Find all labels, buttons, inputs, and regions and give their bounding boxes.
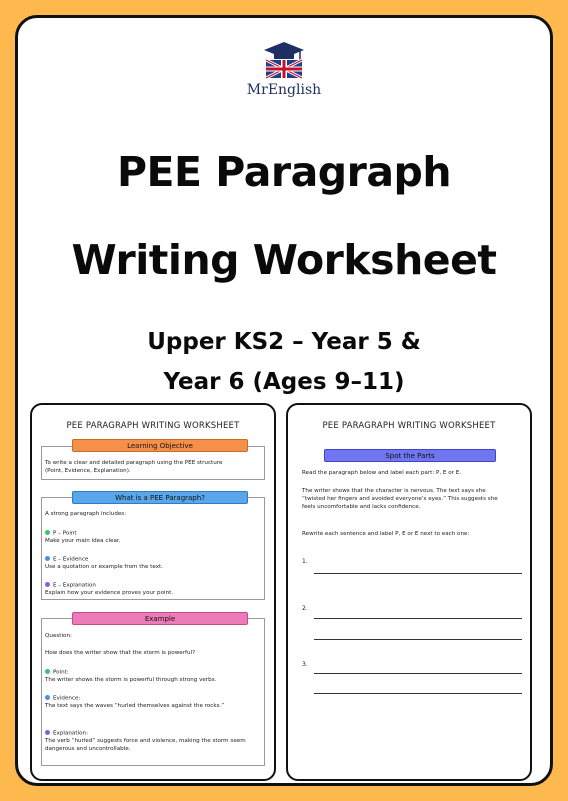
point-label-text: Point:: [53, 669, 69, 676]
logo: [18, 40, 550, 98]
explanation-text: Explain how your evidence proves your point.: [45, 590, 174, 596]
spot-the-parts-tag: Spot the Parts: [324, 449, 496, 462]
explanation-example-1: The verb “hurled” suggests force and violence, making the storm seem: [45, 738, 246, 744]
green-dot-icon: [45, 530, 50, 535]
answer-number-3: 3.: [302, 661, 308, 668]
answer-line: [314, 618, 522, 619]
blue-dot-icon: [45, 556, 50, 561]
question-label: Question:: [45, 633, 72, 639]
explanation-example-2: dangerous and uncontrollable.: [45, 746, 131, 752]
paragraph-line-2: “twisted her fingers and avoided everyone’s eyes.” This suggests she: [302, 496, 498, 502]
objective-text-2: (Point, Evidence, Explanation).: [45, 468, 131, 474]
evidence-example: The text says the waves “hurled themselves against the rocks.”: [45, 703, 225, 709]
page-title: [18, 146, 550, 286]
green-dot-icon: [45, 669, 50, 674]
worksheet-preview-right: [286, 403, 532, 781]
subtitle-line-2: Year 6 (Ages 9–11): [163, 369, 405, 395]
instruction-text: Read the paragraph below and label each part: P, E or E.: [302, 470, 462, 476]
worksheet-heading: PEE PARAGRAPH WRITING WORKSHEET: [322, 421, 496, 431]
evidence-title: [45, 556, 88, 564]
question-text: How does the writer show that the storm is powerful?: [45, 650, 196, 656]
what-intro: A strong paragraph includes:: [45, 511, 127, 517]
explanation-title-text: E – Explanation: [53, 582, 96, 589]
example-box: [41, 618, 265, 766]
cover-card: [15, 15, 553, 786]
title-line-1: PEE Paragraph: [116, 148, 452, 196]
evidence-title-text: E – Evidence: [53, 556, 89, 563]
learning-objective-tag: Learning Objective: [72, 439, 248, 452]
what-is-pee-tag: What is a PEE Paragraph?: [72, 491, 248, 504]
page-subtitle: [18, 325, 550, 400]
evidence-text: Use a quotation or example from the text.: [45, 564, 163, 570]
objective-text-1: To write a clear and detailed paragraph using the PEE structure: [45, 460, 223, 466]
title-line-2: Writing Worksheet: [71, 236, 497, 284]
logo-text: MrEnglish: [246, 82, 322, 98]
answer-line: [314, 639, 522, 640]
point-label: [45, 669, 69, 677]
evidence-label-text: Evidence:: [53, 695, 81, 702]
answer-number-2: 2.: [302, 605, 308, 612]
paragraph-line-3: feels uncomfortable and lacks confidence.: [302, 504, 421, 510]
explanation-title: [45, 582, 96, 590]
purple-dot-icon: [45, 582, 50, 587]
worksheet-preview-left: [30, 403, 276, 781]
answer-line: [314, 693, 522, 694]
answer-line: [314, 573, 522, 574]
blue-dot-icon: [45, 695, 50, 700]
answer-line: [314, 673, 522, 674]
point-text: Make your main idea clear.: [45, 538, 121, 544]
what-is-pee-box: [41, 497, 265, 600]
rewrite-instruction: Rewrite each sentence and label P, E or E next to each one:: [302, 531, 470, 537]
point-example: The writer shows the storm is powerful through strong verbs.: [45, 677, 217, 683]
answer-number-1: 1.: [302, 558, 308, 565]
graduation-cap-icon: [262, 40, 306, 80]
point-title-text: P – Point: [53, 530, 77, 537]
point-title: [45, 530, 77, 538]
example-tag: Example: [72, 612, 248, 625]
paragraph-line-1: The writer shows that the character is nervous. The text says she: [302, 488, 486, 494]
worksheet-heading: PEE PARAGRAPH WRITING WORKSHEET: [66, 421, 240, 431]
explanation-label: [45, 730, 88, 738]
explanation-label-text: Explanation:: [53, 730, 88, 737]
purple-dot-icon: [45, 730, 50, 735]
evidence-label: [45, 695, 80, 703]
subtitle-line-1: Upper KS2 – Year 5 &: [147, 329, 421, 355]
